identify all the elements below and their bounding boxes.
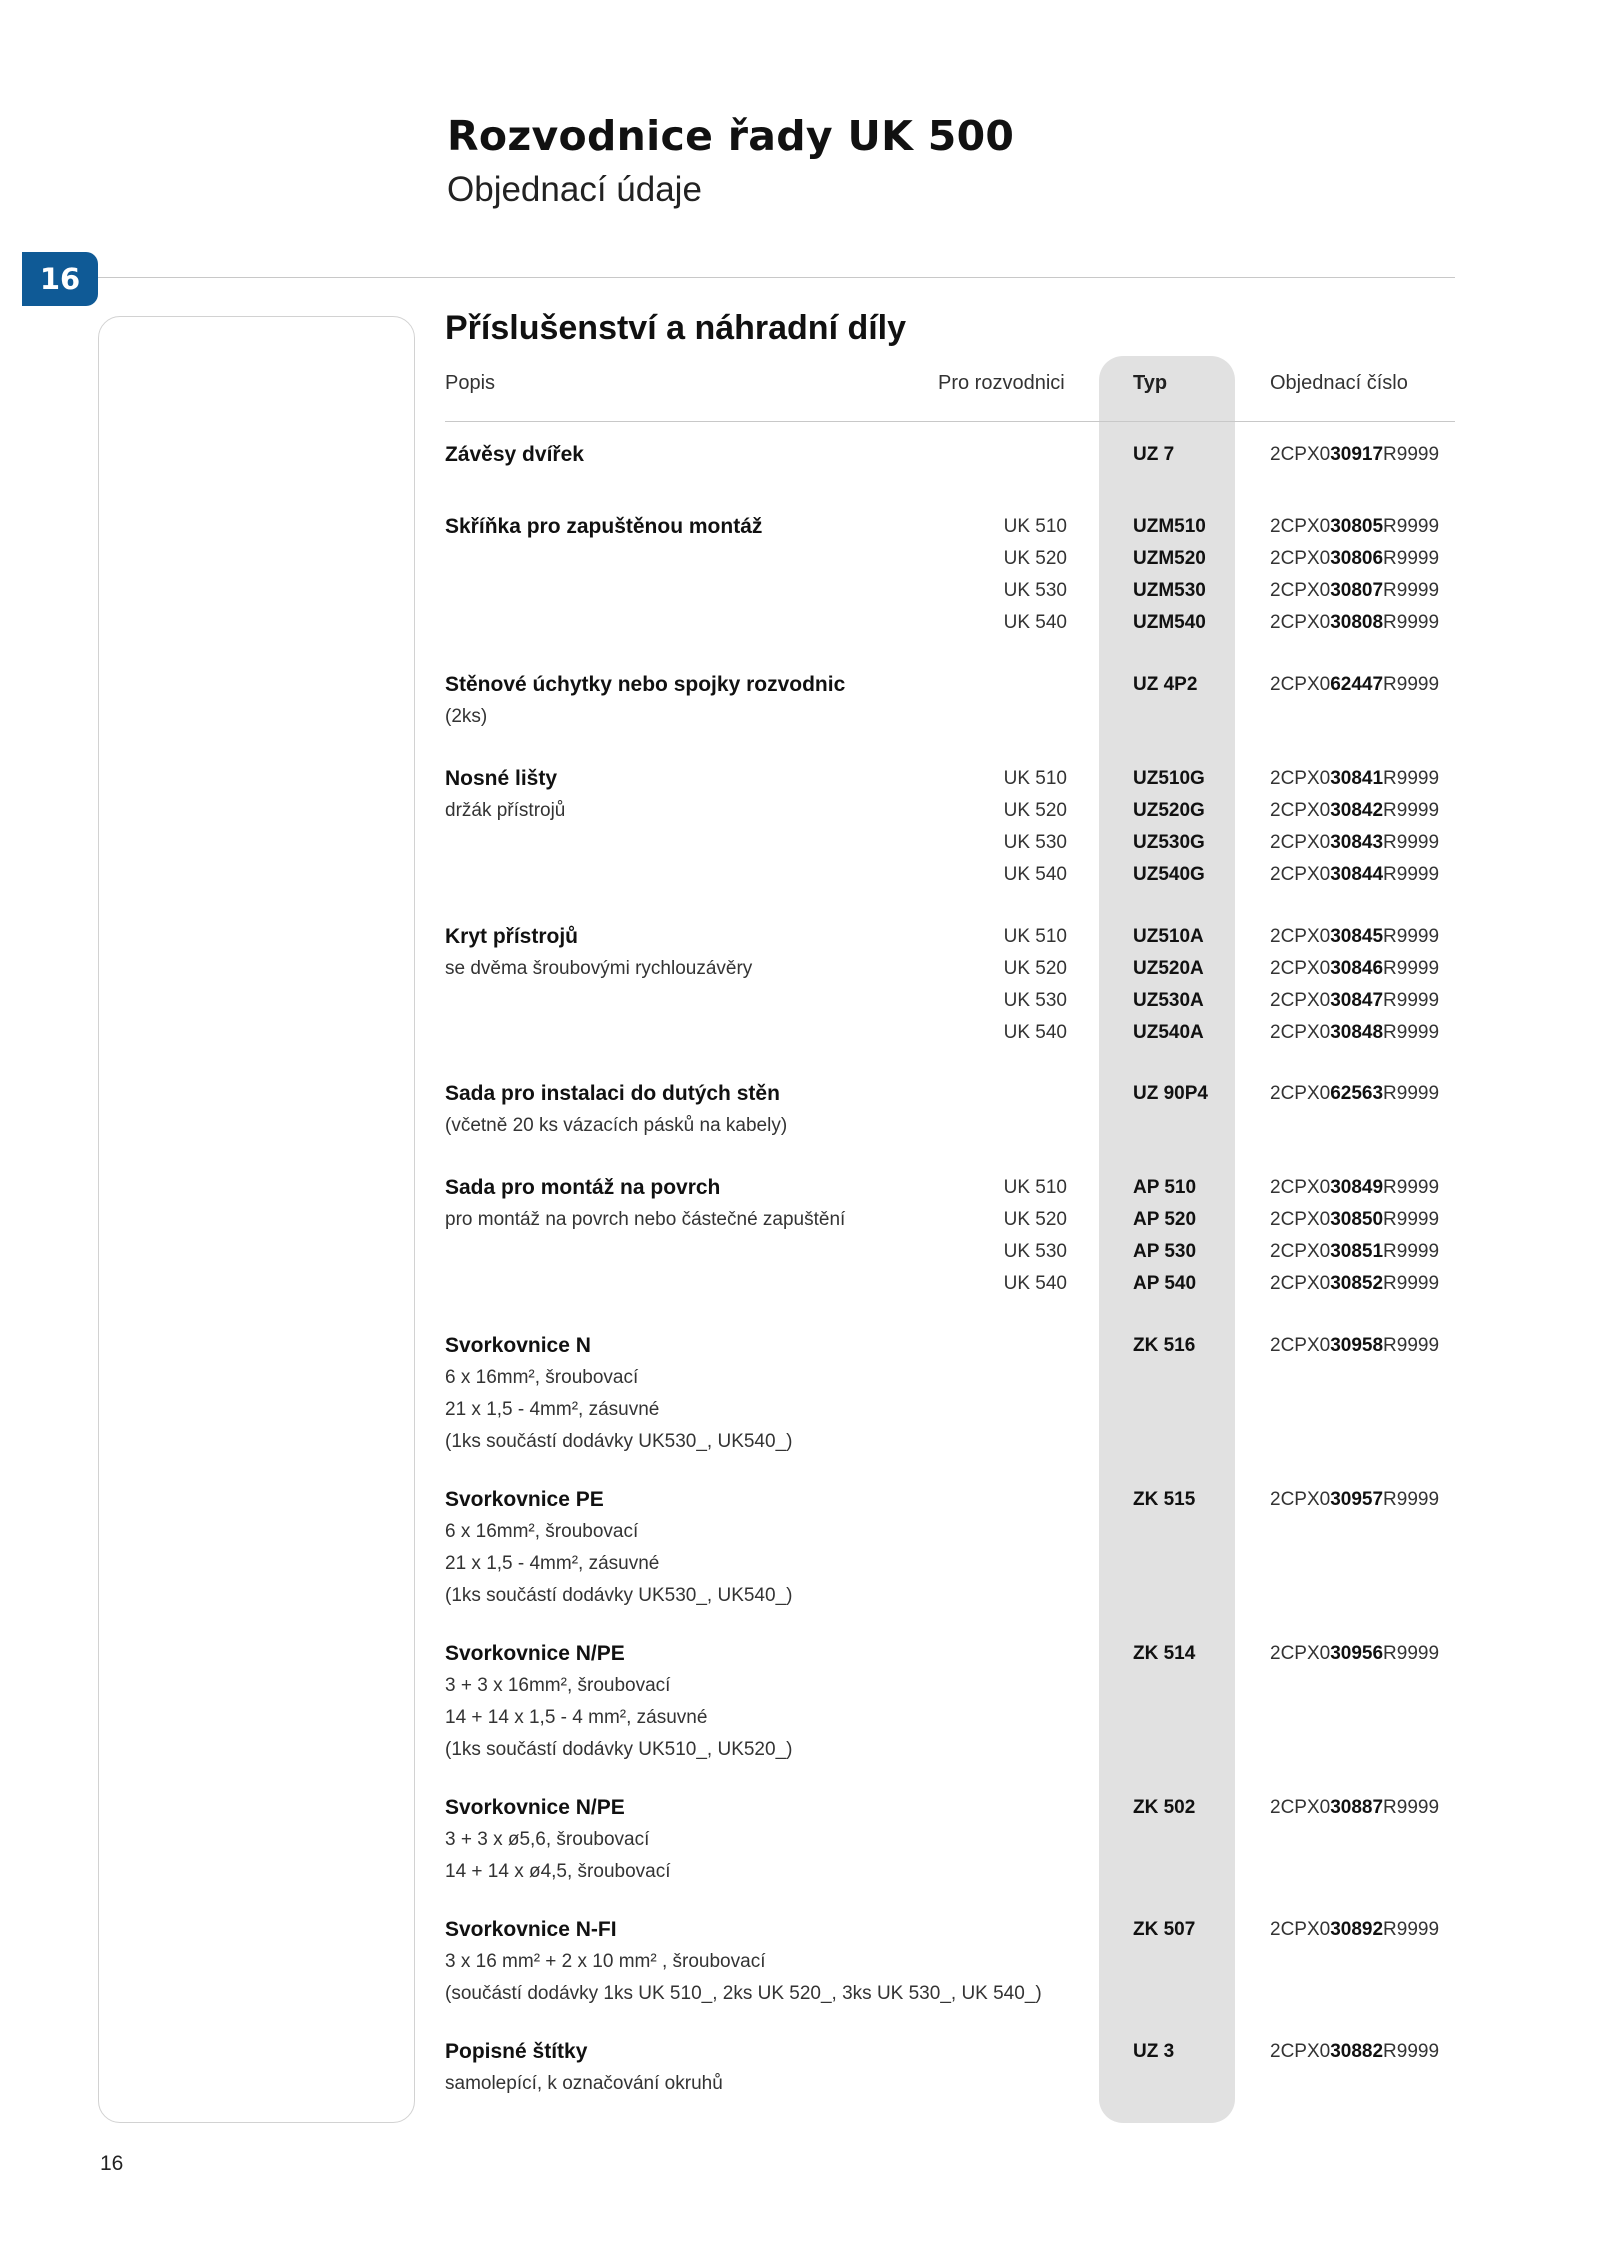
item-name: Sada pro instalaci do dutých stěn [445, 1082, 780, 1105]
table-row [0, 439, 1600, 471]
table-row [0, 1017, 1600, 1049]
item-pro-rozvodnici: UK 530 [1003, 1241, 1067, 1262]
item-objednaci-cislo [1270, 1792, 1439, 1824]
item-name: Svorkovnice N-FI [445, 1918, 617, 1941]
item-name: Stěnové úchytky nebo spojky rozvodnic [445, 673, 846, 696]
page-number: 16 [100, 2152, 124, 2175]
table-row [0, 1914, 1600, 1946]
item-typ: UZ520A [1133, 958, 1204, 979]
item-typ: ZK 507 [1133, 1919, 1196, 1940]
order-number-core: 30807 [1330, 580, 1384, 601]
table-row [0, 1946, 1600, 1978]
order-number-prefix: 2CPX0 [1270, 1335, 1331, 1356]
item-typ: ZK 502 [1133, 1797, 1196, 1818]
item-description: 3 x 16 mm² + 2 x 10 mm² , šroubovací [445, 1951, 766, 1972]
item-pro-rozvodnici: UK 520 [1003, 800, 1067, 821]
order-number-core: 30852 [1330, 1273, 1384, 1294]
item-name: Svorkovnice N/PE [445, 1796, 625, 1819]
item-typ: UZ530G [1133, 832, 1205, 853]
order-number-core: 62447 [1330, 674, 1384, 695]
item-objednaci-cislo [1270, 795, 1439, 827]
order-number-core: 30882 [1330, 2041, 1384, 2062]
order-number-core: 30808 [1330, 612, 1384, 633]
item-name: Svorkovnice PE [445, 1488, 604, 1511]
item-description: 21 x 1,5 - 4mm², zásuvné [445, 1399, 660, 1420]
item-objednaci-cislo [1270, 1484, 1439, 1516]
item-pro-rozvodnici: UK 520 [1003, 548, 1067, 569]
order-number-suffix: R9999 [1383, 1083, 1440, 1104]
item-pro-rozvodnici: UK 510 [1003, 1177, 1067, 1198]
item-pro-rozvodnici: UK 540 [1003, 864, 1067, 885]
item-description: (1ks součástí dodávky UK530_, UK540_) [445, 1431, 793, 1452]
item-typ: UZ 3 [1133, 2041, 1175, 2062]
section-title: Příslušenství a náhradní díly [445, 309, 907, 347]
table-row [0, 1172, 1600, 1204]
item-name: Závěsy dvířek [445, 443, 584, 466]
order-number-suffix: R9999 [1383, 1489, 1440, 1510]
page-title: Rozvodnice řady UK 500 [447, 112, 1015, 160]
item-name: Svorkovnice N [445, 1334, 591, 1357]
order-number-suffix: R9999 [1383, 1022, 1440, 1043]
table-row [0, 2036, 1600, 2068]
item-pro-rozvodnici: UK 530 [1003, 990, 1067, 1011]
order-number-prefix: 2CPX0 [1270, 1241, 1331, 1262]
table-row [0, 1362, 1600, 1394]
order-number-suffix: R9999 [1383, 958, 1440, 979]
item-description: se dvěma šroubovými rychlouzávěry [445, 958, 753, 979]
order-number-suffix: R9999 [1383, 2041, 1440, 2062]
item-pro-rozvodnici: UK 530 [1003, 580, 1067, 601]
item-typ: UZ 4P2 [1133, 674, 1198, 695]
order-number-suffix: R9999 [1383, 1273, 1440, 1294]
order-number-core: 30845 [1330, 926, 1384, 947]
order-number-prefix: 2CPX0 [1270, 958, 1331, 979]
order-number-prefix: 2CPX0 [1270, 548, 1331, 569]
order-number-prefix: 2CPX0 [1270, 444, 1331, 465]
table-row [0, 1236, 1600, 1268]
order-number-core: 62563 [1330, 1083, 1384, 1104]
item-typ: UZ540G [1133, 864, 1205, 885]
item-name: Nosné lišty [445, 767, 558, 790]
order-number-suffix: R9999 [1383, 1919, 1440, 1940]
item-objednaci-cislo [1270, 2036, 1439, 2068]
item-description: 3 + 3 x ø5,6, šroubovací [445, 1829, 650, 1850]
order-number-core: 30892 [1330, 1919, 1384, 1940]
order-number-suffix: R9999 [1383, 1335, 1440, 1356]
order-number-suffix: R9999 [1383, 800, 1440, 821]
order-number-suffix: R9999 [1383, 768, 1440, 789]
order-number-suffix: R9999 [1383, 1241, 1440, 1262]
order-number-core: 30841 [1330, 768, 1384, 789]
item-description: 14 + 14 x 1,5 - 4 mm², zásuvné [445, 1707, 708, 1728]
item-description: 14 + 14 x ø4,5, šroubovací [445, 1861, 671, 1882]
order-number-suffix: R9999 [1383, 926, 1440, 947]
order-number-core: 30956 [1330, 1643, 1384, 1664]
table-row [0, 1670, 1600, 1702]
order-number-core: 30917 [1330, 444, 1384, 465]
table-row [0, 1078, 1600, 1110]
order-number-core: 30850 [1330, 1209, 1384, 1230]
order-number-prefix: 2CPX0 [1270, 990, 1331, 1011]
table-row [0, 701, 1600, 733]
table-row [0, 1734, 1600, 1766]
order-number-suffix: R9999 [1383, 548, 1440, 569]
order-number-suffix: R9999 [1383, 444, 1440, 465]
item-typ: UZM520 [1133, 548, 1206, 569]
item-description: (1ks součástí dodávky UK510_, UK520_) [445, 1739, 793, 1760]
item-objednaci-cislo [1270, 763, 1439, 795]
order-number-suffix: R9999 [1383, 516, 1440, 537]
item-objednaci-cislo [1270, 543, 1439, 575]
item-pro-rozvodnici: UK 510 [1003, 768, 1067, 789]
table-row [0, 1978, 1600, 2010]
item-typ: UZM540 [1133, 612, 1206, 633]
order-number-suffix: R9999 [1383, 1209, 1440, 1230]
order-number-prefix: 2CPX0 [1270, 1177, 1331, 1198]
table-row [0, 1580, 1600, 1612]
item-pro-rozvodnici: UK 510 [1003, 926, 1067, 947]
item-description: (součástí dodávky 1ks UK 510_, 2ks UK 520_, 3ks UK 530_, UK 540_) [445, 1983, 1042, 2004]
item-objednaci-cislo [1270, 575, 1439, 607]
table-row [0, 1792, 1600, 1824]
table-row [0, 921, 1600, 953]
order-number-suffix: R9999 [1383, 580, 1440, 601]
order-number-core: 30844 [1330, 864, 1384, 885]
order-number-prefix: 2CPX0 [1270, 800, 1331, 821]
item-objednaci-cislo [1270, 1172, 1439, 1204]
table-row [0, 985, 1600, 1017]
order-number-suffix: R9999 [1383, 674, 1440, 695]
item-typ: UZ520G [1133, 800, 1205, 821]
table-row [0, 827, 1600, 859]
order-number-core: 30849 [1330, 1177, 1384, 1198]
item-objednaci-cislo [1270, 1638, 1439, 1670]
item-description: 6 x 16mm², šroubovací [445, 1367, 639, 1388]
order-number-core: 30958 [1330, 1335, 1384, 1356]
order-number-prefix: 2CPX0 [1270, 768, 1331, 789]
column-header-pro-rozvodnici: Pro rozvodnici [938, 372, 1065, 394]
order-number-core: 30847 [1330, 990, 1384, 1011]
order-number-prefix: 2CPX0 [1270, 1489, 1331, 1510]
item-name: Kryt přístrojů [445, 925, 579, 948]
item-name: Skříňka pro zapuštěnou montáž [445, 515, 763, 538]
order-number-suffix: R9999 [1383, 864, 1440, 885]
item-objednaci-cislo [1270, 1017, 1439, 1049]
table-row [0, 1204, 1600, 1236]
item-objednaci-cislo [1270, 985, 1439, 1017]
item-description: (2ks) [445, 706, 488, 727]
table-row [0, 1638, 1600, 1670]
order-number-suffix: R9999 [1383, 1797, 1440, 1818]
item-typ: UZ530A [1133, 990, 1204, 1011]
table-row [0, 511, 1600, 543]
item-objednaci-cislo [1270, 439, 1439, 471]
order-number-prefix: 2CPX0 [1270, 864, 1331, 885]
item-pro-rozvodnici: UK 540 [1003, 1273, 1067, 1294]
order-number-prefix: 2CPX0 [1270, 832, 1331, 853]
order-number-prefix: 2CPX0 [1270, 516, 1331, 537]
item-pro-rozvodnici: UK 520 [1003, 958, 1067, 979]
item-objednaci-cislo [1270, 1236, 1439, 1268]
item-objednaci-cislo [1270, 1268, 1439, 1300]
item-pro-rozvodnici: UK 520 [1003, 1209, 1067, 1230]
order-number-prefix: 2CPX0 [1270, 1919, 1331, 1940]
table-row [0, 607, 1600, 639]
table-row [0, 859, 1600, 891]
item-objednaci-cislo [1270, 827, 1439, 859]
table-row [0, 669, 1600, 701]
column-header-objednaci-cislo: Objednací číslo [1270, 372, 1408, 394]
item-typ: ZK 516 [1133, 1335, 1196, 1356]
order-number-suffix: R9999 [1383, 1177, 1440, 1198]
item-pro-rozvodnici: UK 510 [1003, 516, 1067, 537]
order-number-suffix: R9999 [1383, 612, 1440, 633]
table-row [0, 1824, 1600, 1856]
item-typ: UZM530 [1133, 580, 1206, 601]
table-row [0, 1110, 1600, 1142]
header-divider [95, 277, 1455, 278]
order-number-core: 30846 [1330, 958, 1384, 979]
item-typ: AP 540 [1133, 1273, 1197, 1294]
order-number-prefix: 2CPX0 [1270, 926, 1331, 947]
item-objednaci-cislo [1270, 921, 1439, 953]
item-typ: UZM510 [1133, 516, 1206, 537]
order-number-prefix: 2CPX0 [1270, 1083, 1331, 1104]
order-number-prefix: 2CPX0 [1270, 1797, 1331, 1818]
order-number-suffix: R9999 [1383, 832, 1440, 853]
table-row [0, 543, 1600, 575]
item-typ: UZ 90P4 [1133, 1083, 1208, 1104]
table-row [0, 1330, 1600, 1362]
order-number-prefix: 2CPX0 [1270, 2041, 1331, 2062]
item-description: pro montáž na povrch nebo částečné zapuštění [445, 1209, 846, 1230]
order-number-core: 30805 [1330, 516, 1384, 537]
order-number-prefix: 2CPX0 [1270, 674, 1331, 695]
order-number-core: 30843 [1330, 832, 1384, 853]
table-row [0, 1702, 1600, 1734]
item-objednaci-cislo [1270, 1204, 1439, 1236]
order-number-core: 30851 [1330, 1241, 1384, 1262]
table-row [0, 1548, 1600, 1580]
item-description: (1ks součástí dodávky UK530_, UK540_) [445, 1585, 793, 1606]
item-pro-rozvodnici: UK 540 [1003, 1022, 1067, 1043]
order-number-core: 30842 [1330, 800, 1384, 821]
table-row [0, 1394, 1600, 1426]
page-subtitle: Objednací údaje [447, 170, 702, 209]
order-number-prefix: 2CPX0 [1270, 1022, 1331, 1043]
item-typ: AP 520 [1133, 1209, 1197, 1230]
table-row [0, 575, 1600, 607]
item-typ: UZ 7 [1133, 444, 1175, 465]
item-objednaci-cislo [1270, 607, 1439, 639]
column-header-typ: Typ [1133, 372, 1168, 394]
table-row [0, 763, 1600, 795]
table-row [0, 1856, 1600, 1888]
item-typ: ZK 514 [1133, 1643, 1196, 1664]
order-number-suffix: R9999 [1383, 1643, 1440, 1664]
order-number-prefix: 2CPX0 [1270, 1209, 1331, 1230]
page-tab: 16 [22, 252, 98, 306]
item-objednaci-cislo [1270, 669, 1439, 701]
order-number-core: 30957 [1330, 1489, 1384, 1510]
item-typ: UZ510A [1133, 926, 1204, 947]
item-description: samolepící, k označování okruhů [445, 2073, 723, 2094]
item-description: (včetně 20 ks vázacích pásků na kabely) [445, 1115, 788, 1136]
order-number-core: 30848 [1330, 1022, 1384, 1043]
item-objednaci-cislo [1270, 511, 1439, 543]
item-objednaci-cislo [1270, 953, 1439, 985]
order-number-prefix: 2CPX0 [1270, 580, 1331, 601]
table-row [0, 1426, 1600, 1458]
item-typ: AP 510 [1133, 1177, 1197, 1198]
item-description: 21 x 1,5 - 4mm², zásuvné [445, 1553, 660, 1574]
table-row [0, 1484, 1600, 1516]
item-name: Svorkovnice N/PE [445, 1642, 625, 1665]
item-pro-rozvodnici: UK 530 [1003, 832, 1067, 853]
table-row [0, 795, 1600, 827]
item-typ: UZ540A [1133, 1022, 1204, 1043]
order-number-prefix: 2CPX0 [1270, 612, 1331, 633]
item-objednaci-cislo [1270, 1914, 1439, 1946]
column-header-popis: Popis [445, 372, 496, 394]
table-row [0, 1268, 1600, 1300]
order-number-prefix: 2CPX0 [1270, 1273, 1331, 1294]
table-row [0, 1516, 1600, 1548]
item-description: 3 + 3 x 16mm², šroubovací [445, 1675, 671, 1696]
table-row [0, 953, 1600, 985]
table-header-divider [445, 421, 1455, 422]
item-objednaci-cislo [1270, 1078, 1439, 1110]
item-name: Popisné štítky [445, 2040, 588, 2063]
item-pro-rozvodnici: UK 540 [1003, 612, 1067, 633]
item-description: 6 x 16mm², šroubovací [445, 1521, 639, 1542]
item-typ: UZ510G [1133, 768, 1205, 789]
item-objednaci-cislo [1270, 859, 1439, 891]
item-typ: AP 530 [1133, 1241, 1197, 1262]
item-name: Sada pro montáž na povrch [445, 1176, 721, 1199]
item-description: držák přístrojů [445, 800, 566, 821]
order-number-suffix: R9999 [1383, 990, 1440, 1011]
order-number-core: 30806 [1330, 548, 1384, 569]
item-typ: ZK 515 [1133, 1489, 1196, 1510]
table-row [0, 2068, 1600, 2100]
order-number-prefix: 2CPX0 [1270, 1643, 1331, 1664]
item-objednaci-cislo [1270, 1330, 1439, 1362]
order-number-core: 30887 [1330, 1797, 1384, 1818]
